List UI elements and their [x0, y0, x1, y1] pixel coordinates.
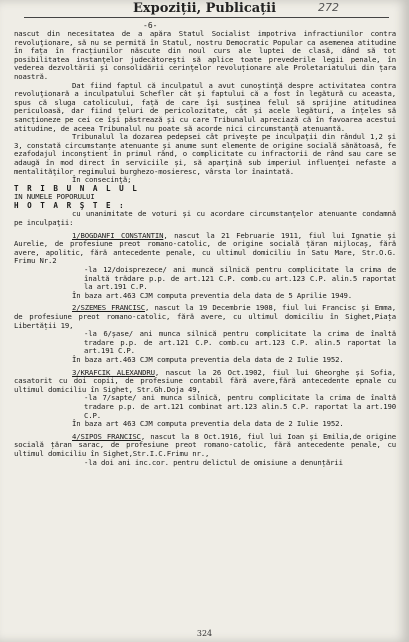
defendant-preventive: În baza art.463 CJM computa preventia dela data de 5 Aprilie 1949.: [72, 290, 353, 300]
header-divider: [24, 17, 389, 18]
book-page-number: 324: [196, 629, 213, 638]
handwritten-page-number: 272: [318, 1, 339, 14]
verdict-decides: H O T A R Ş T E :: [14, 200, 126, 210]
defendant-4: [14, 433, 396, 459]
defendant-sentence: -la 6/șase/ ani munca silnică pentru complicitate la crima de înaltă tradare p.p. de art.121 C.P. comb.cu art.123 C.P. alin.5 raportat la art.191 C.P.: [84, 329, 396, 356]
paragraph-5: cu unanimitate de voturi și cu acordare circumstanţelor atenuante condamnă pe inculpaţii:: [14, 209, 396, 228]
document-page-number: -6-: [143, 21, 158, 30]
verdict-people: IN NUMELE POPORULUI: [14, 192, 95, 202]
defendant-details: , nascut la 19 Decembrie 1908, fiul lui Francisc și Emma, de profesiune preot romano-catolic, fără avere, cu ultimul domiciliu în Sighet,Piața Libertății 19,: [14, 303, 396, 330]
defendant-details: , nascut la 8 Oct.1916, fiul lui Ioan și Emilia,de origine socială țăran sarac, de profesiune preot romano-catolic, fără antecedente penale, cu ultimul domiciliu în Sighet,Str.I.C.Frimu nr.,: [14, 431, 397, 458]
defendant-name: 1/BOGDANFI CONSTANTIN: [72, 230, 164, 240]
defendant-name: 4/SIPOS FRANCISC: [72, 431, 141, 441]
defendant-sentence: -la doi ani inc.cor. pentru delictul de omisiune a denunțării: [84, 457, 343, 467]
defendant-details: , nascut la 26 Oct.1902, fiul lui Gheorghe și Sofia, casatorit cu doi copii, de profesiune contabil fără avere,fără antecedente epnale cu ultimul domiciliu în Sighet, Str.Gh.Doja 49,: [14, 367, 396, 394]
defendant-details: , nascut la 21 Februarie 1911, fiul lui Ignatie și Aurelie, de profesiune preot romano-catolic, de origine socială țăran mijlocaș, fără avere, apolitic, fără antecedente penale, cu ultimul domiciliu în Satu Mare, Str.O.G. Frimu Nr.2: [14, 230, 397, 266]
defendant-preventive: În baza art.463 CJM computa preventia dela data de 2 Iulie 1952.: [72, 354, 344, 364]
defendant-sentence: -la 7/sapte/ ani munca silnică, pentru complicitate la crima de înaltă tradare p.p. de art.121 combinat art.123 alin.5 C.P. raportat la art.190 C.P.: [84, 393, 396, 420]
paragraph-4: În consecinţă;: [72, 175, 132, 185]
defendant-name: 3/KRAFCIK ALEXANDRU: [72, 367, 155, 377]
defendant-1: [14, 232, 396, 266]
defendant-preventive: În baza art 463 CJM computa preventia dela data de 2 Iulie 1952.: [72, 419, 344, 429]
paragraph-2: Dat fiind faptul că inculpatul a avut cunoştinţă despre activitatea contra revoluţionară a inculpatului Schefler cât și faptului că a fost în legătură cu aceasta, spus că sluga catolicului, față de care îşi susţinea felul să sprijine atitudinea periculoasă, dar fiind țeluri de pericolozitate, cât și acele legături, a înțeles să sancționeze pe cei ce își păstrează și cu care Tribunalul apreciază că în favoarea acestui atitudine, de aceea Tribunalul nu poate să acorde nici circumstanță atenuantă.: [14, 80, 396, 133]
defendant-sentence: -la 12/doisprezece/ ani muncă silnică pentru complicitate la crima de înaltă trădare p.p. de art.121 C.P. comb.cu art.123 C.P. alin.5 raportat la art.191 C.P.: [84, 265, 396, 292]
verdict-court: T R I B U N A L U L: [14, 183, 139, 193]
defendant-2: [14, 304, 396, 330]
paragraph-1: nascut din necesitatea de a apăra Statul Socialist impotriva infractiunilor contra revoluţionare, să nu se permită în Statul, nostru Democratic Popular ca asemenea atitudine în fața în fracțiunilor născute din noul curs ale luptei de clasă, dând să tot posibilitatea instanţelor judecătoreşti să aplice toate prevederile legii penale, în vederea dezvoltării și consolidării cerinţelor revoluționare ale Proletariatului din țara noastră.: [14, 29, 396, 81]
book-header-title: Expoziții, Publicații: [132, 1, 277, 16]
defendant-3: [14, 369, 396, 395]
document-body: [14, 30, 396, 467]
paragraph-3: Tribunalul la dozarea pedepsei cât privește pe inculpaţii din rândul 1,2 și 3, constată circumstanțe atenuante și anume sunt elemente de origine socială sănătoasă, fe ezafodajul inconştient în primul rând, o complicitate cu infractorii de rând sau care se adaugă în mod direct în serviciile și, să aparţină sub imperiul influenţei nefaste a mentalităţilor regimului burghezo-mosieresc, vârsta lor înaintată.: [14, 132, 396, 176]
defendant-name: 2/SZEMES FRANCISC: [72, 303, 146, 313]
